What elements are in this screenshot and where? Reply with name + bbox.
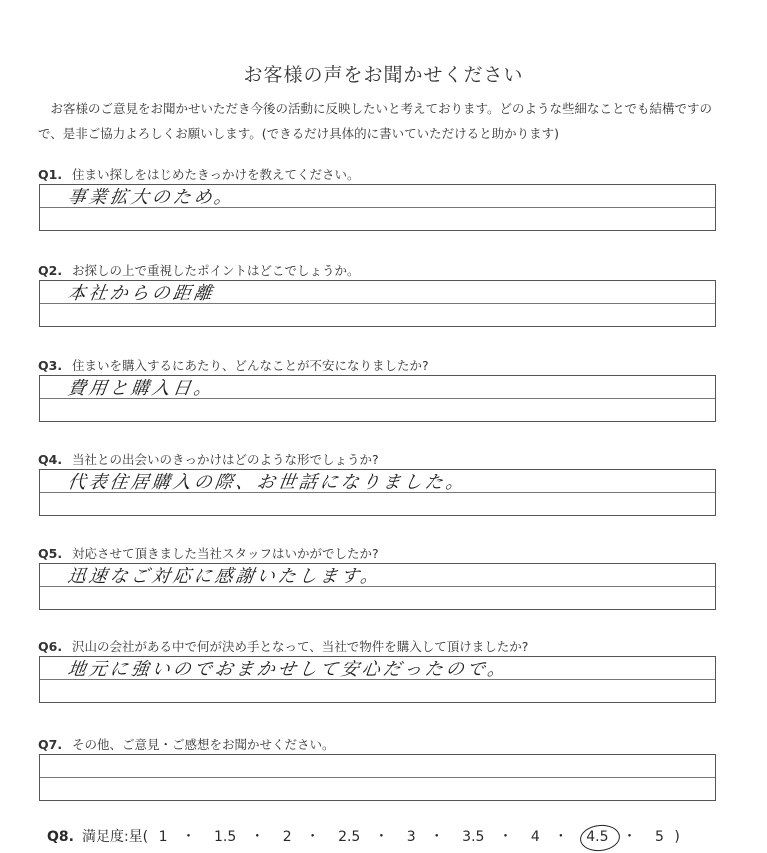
question-label	[38, 166, 728, 184]
question-label	[38, 545, 728, 563]
question-1	[38, 166, 728, 231]
question-6	[38, 638, 728, 703]
handwritten-answer: 代表住居購入の際、お世話になりました。	[66, 472, 469, 493]
handwritten-answer: 本社からの距離	[66, 283, 217, 304]
question-label	[38, 262, 728, 280]
question-text: 対応させて頂きました当社スタッフはいかがでしたか?	[72, 546, 379, 561]
answer-box	[39, 184, 716, 231]
answer-box	[39, 375, 716, 422]
handwritten-answer: 迅速なご対応に感謝いたします。	[66, 566, 383, 587]
handwritten-answer: 事業拡大のため。	[66, 187, 237, 208]
rating-option-selected: 4.5	[586, 829, 609, 845]
question-2	[38, 262, 728, 327]
question-label	[38, 357, 728, 375]
question-number: Q2.	[38, 263, 63, 278]
ruled-line	[40, 777, 715, 778]
question-7	[38, 736, 728, 801]
rating-option: 2.5	[338, 829, 361, 845]
question-text: 住まい探しをはじめたきっかけを教えてください。	[72, 167, 360, 182]
question-number: Q6.	[38, 639, 63, 654]
question-text: お探しの上で重視したポイントはどこでしょうか。	[72, 263, 360, 278]
rating-option: 5	[654, 829, 664, 845]
satisfaction-rating: Q8. 満足度:星( 1 ・ 1.5 ・ 2 ・ 2.5 ・ 3 ・ 3.5 ・ 4 ・ 4.5 ・ 5 )	[47, 829, 680, 845]
rating-option: 3.5	[462, 829, 485, 845]
rating-option: 4	[530, 829, 540, 845]
question-label	[38, 451, 728, 469]
question-number: Q8.	[47, 829, 74, 845]
answer-box	[39, 280, 716, 327]
question-number: Q5.	[38, 546, 63, 561]
handwritten-answer: 費用と購入日。	[66, 378, 217, 399]
answer-box	[39, 563, 716, 610]
page-title: お客様の声をお聞かせください	[243, 64, 524, 86]
rating-option: 2	[282, 829, 292, 845]
answer-box	[39, 656, 716, 703]
rating-label: 満足度:星(	[81, 829, 149, 845]
question-number: Q1.	[38, 167, 63, 182]
question-text: 当社との出会いのきっかけはどのような形でしょうか?	[72, 452, 379, 467]
answer-box	[39, 754, 716, 801]
question-4	[38, 451, 728, 516]
question-number: Q7.	[38, 737, 63, 752]
question-3	[38, 357, 728, 422]
question-number: Q3.	[38, 358, 63, 373]
question-label	[38, 638, 728, 656]
question-text: 住まいを購入するにあたり、どんなことが不安になりましたか?	[72, 358, 429, 373]
rating-option: 3	[406, 829, 416, 845]
rating-close: )	[674, 829, 680, 845]
question-label	[38, 736, 728, 754]
question-text: その他、ご意見・ご感想をお聞かせください。	[72, 737, 335, 752]
rating-option: 1.5	[213, 829, 237, 845]
question-number: Q4.	[38, 452, 63, 467]
answer-box	[39, 469, 716, 516]
question-5	[38, 545, 728, 610]
question-text: 沢山の会社がある中で何が決め手となって、当社で物件を購入して頂けましたか?	[72, 639, 529, 654]
rating-option: 1	[158, 829, 168, 845]
intro-text: お客様のご意見をお聞かせいただき今後の活動に反映したいと考えております。どのような些細なことでも結構ですので、是非ご協力よろしくお願いします。(できるだけ具体的に書いていただけると助かります)	[38, 101, 713, 141]
handwritten-answer: 地元に強いのでおまかせして安心だったので。	[66, 659, 510, 680]
